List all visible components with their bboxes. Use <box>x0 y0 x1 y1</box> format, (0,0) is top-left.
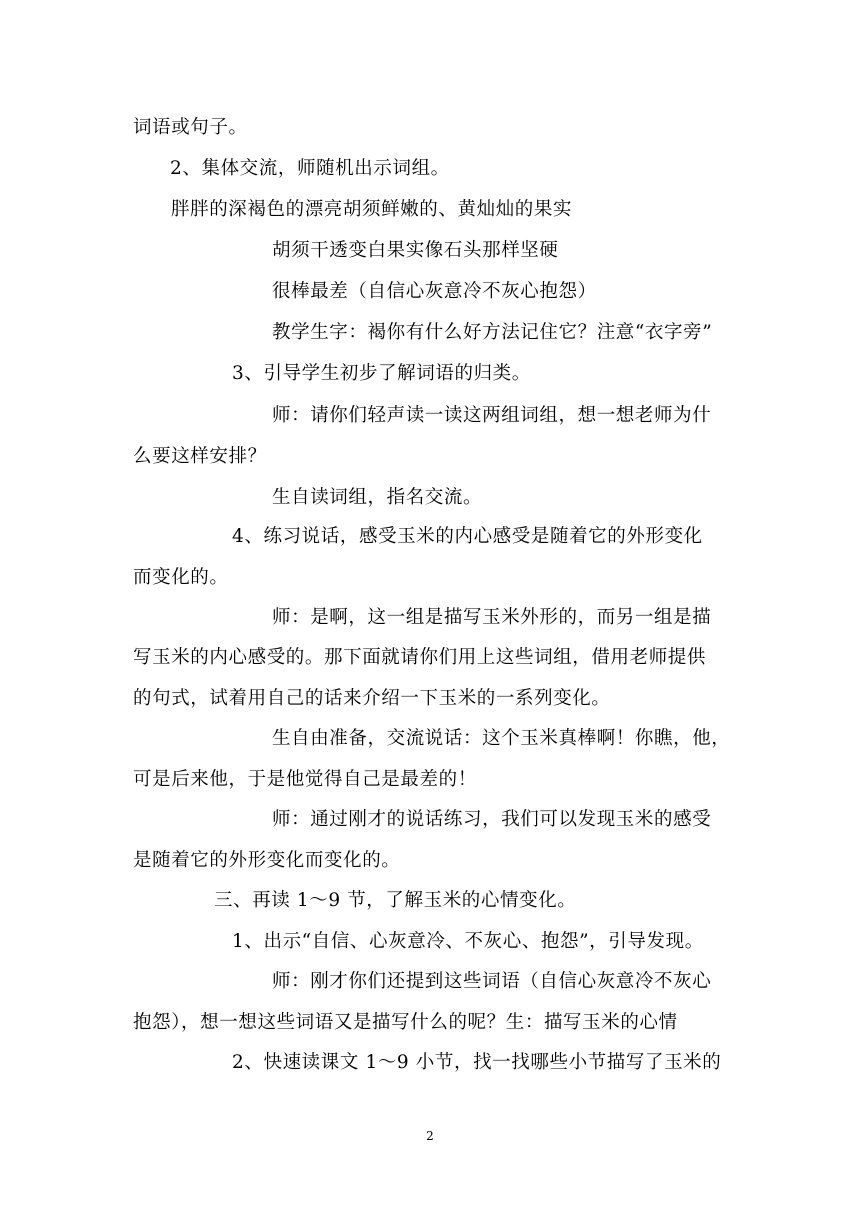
text-line: 师：是啊，这一组是描写玉米外形的，而另一组是描 <box>272 607 712 628</box>
text-line: 抱怨），想一想这些词语又是描写什么的呢？生：描写玉米的心情 <box>133 1012 678 1033</box>
text-line: 词语或句子。 <box>133 117 248 138</box>
text-line: 1、出示“自信、心灰意冷、不灰心、抱怨”，引导发现。 <box>232 931 704 952</box>
text-line: 2、集体交流，师随机出示词组。 <box>170 158 450 179</box>
text-line: 很棒最差（自信心灰意冷不灰心抱怨） <box>272 281 597 302</box>
text-line: 胖胖的深褐色的漂亮胡须鲜嫩的、黄灿灿的果实 <box>171 199 573 220</box>
page-number: 2 <box>426 1129 434 1143</box>
text-line: 写玉米的内心感受的。那下面就请你们用上这些词组，借用老师提供 <box>133 647 707 668</box>
text-line: 师：刚才你们还提到这些词语（自信心灰意冷不灰心 <box>272 971 712 992</box>
text-line: 的句式，试着用自己的话来介绍一下玉米的一系列变化。 <box>133 688 611 709</box>
text-line: 生自读词组，指名交流。 <box>272 487 483 508</box>
text-line: 而变化的。 <box>133 567 229 588</box>
text-line: 生自由准备，交流说话：这个玉米真棒啊！你瞧，他， <box>272 728 731 749</box>
text-line: 师：请你们轻声读一读这两组词组，想一想老师为什 <box>272 405 712 426</box>
text-line: 胡须干透变白果实像石头那样坚硬 <box>272 240 559 261</box>
text-line: 4、练习说话，感受玉米的内心感受是随着它的外形变化 <box>232 526 703 547</box>
text-line: 2、快速读课文 1～9 小节，找一找哪些小节描写了玉米的 <box>232 1052 722 1073</box>
text-line: 三、再读 1～9 节，了解玉米的心情变化。 <box>214 890 577 911</box>
text-line: 教学生字：褐你有什么好方法记住它？注意“衣字旁” <box>272 322 713 343</box>
text-line: 么要这样安排？ <box>133 446 267 467</box>
text-line: 3、引导学生初步了解词语的归类。 <box>232 363 531 384</box>
text-line: 是随着它的外形变化而变化的。 <box>133 850 401 871</box>
text-line: 师：通过刚才的说话练习，我们可以发现玉米的感受 <box>272 809 712 830</box>
text-line: 可是后来他，于是他觉得自己是最差的！ <box>133 769 477 790</box>
